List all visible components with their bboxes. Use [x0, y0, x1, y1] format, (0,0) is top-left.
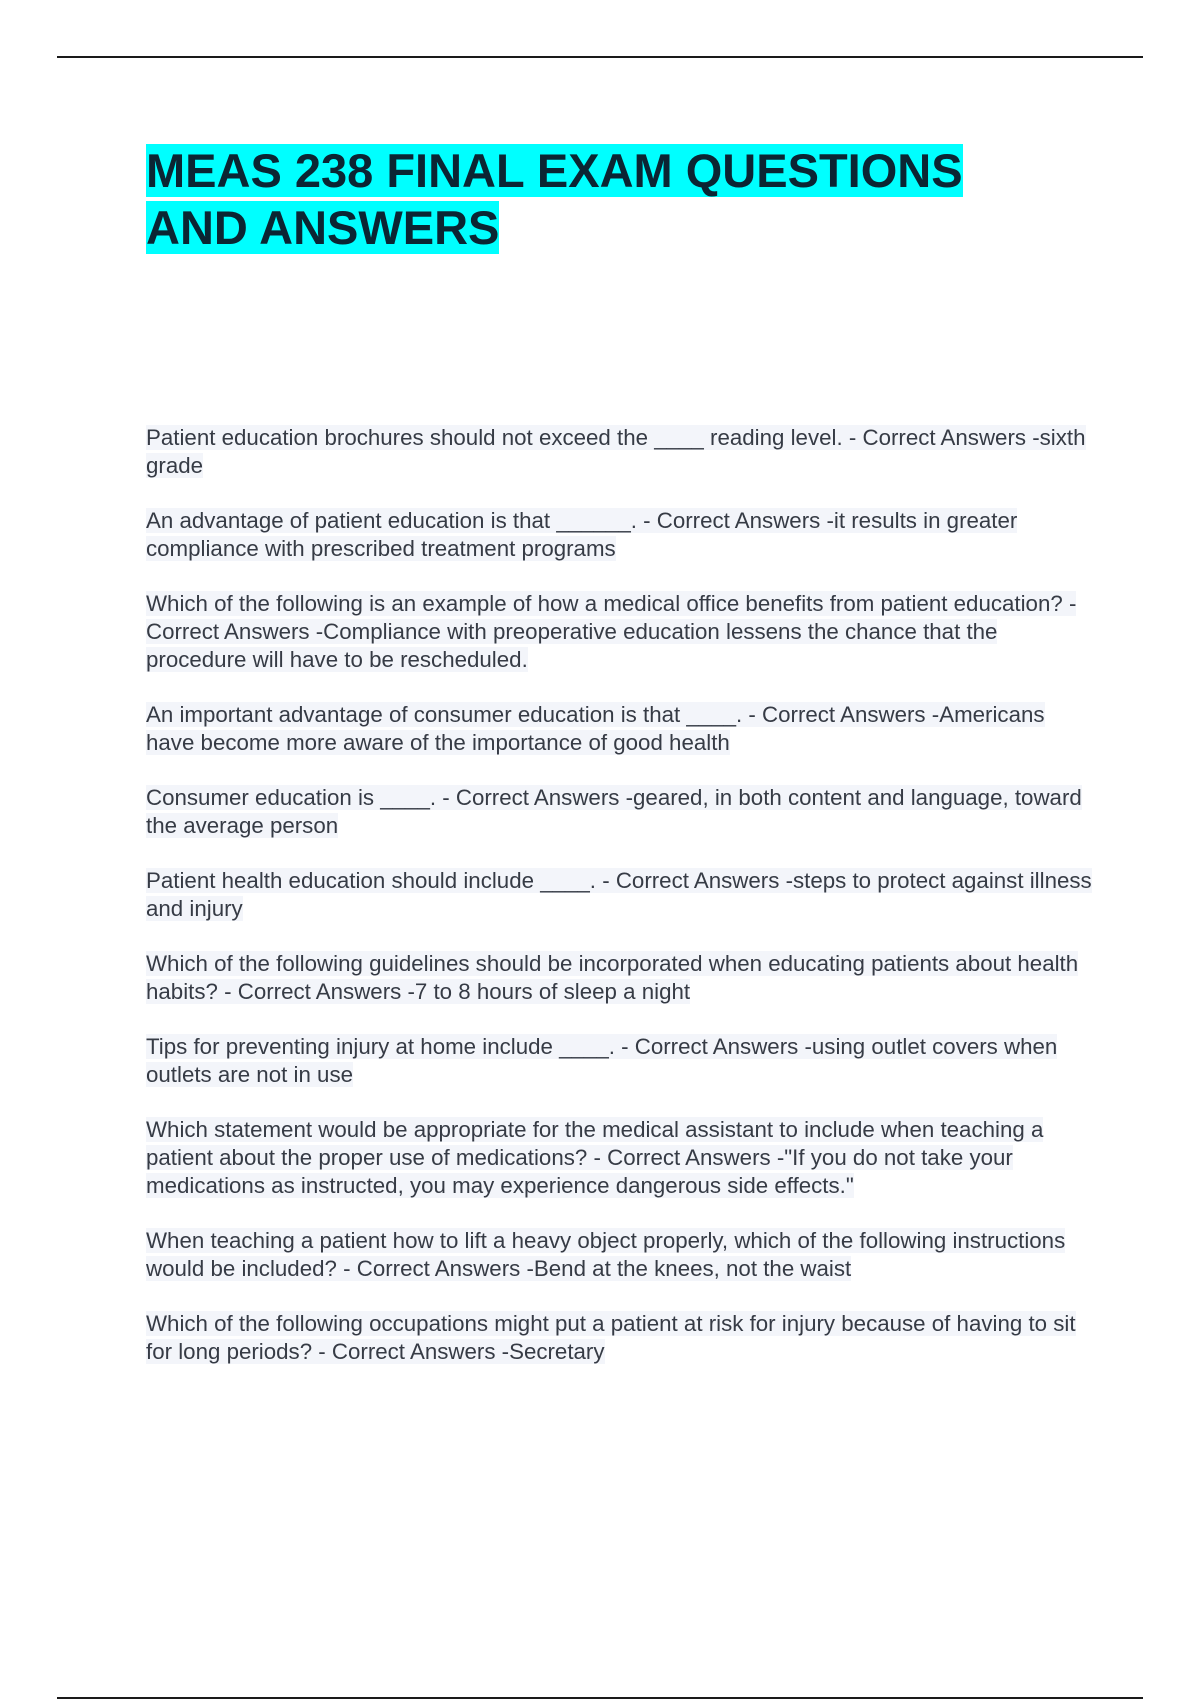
qa-text: Which of the following guidelines should be incorporated when educating patients about health habits? - Correct Answers -7 to 8 hours of sleep a night — [146, 951, 1079, 1004]
qa-text: Tips for preventing injury at home include ____. - Correct Answers -using outlet covers when outlets are not in use — [146, 1034, 1058, 1087]
bottom-rule — [57, 1697, 1143, 1699]
qa-item-1 — [146, 424, 1096, 480]
qa-text: An advantage of patient education is that ______. - Correct Answers -it results in greater compliance with prescribed treatment programs — [146, 508, 1018, 561]
document-title — [146, 142, 1046, 256]
qa-item-7 — [146, 950, 1096, 1006]
qa-text: Patient education brochures should not exceed the ____ reading level. - Correct Answers -sixth grade — [146, 425, 1086, 478]
qa-item-10 — [146, 1227, 1096, 1283]
document-title-text: MEAS 238 FINAL EXAM QUESTIONS AND ANSWERS — [146, 144, 963, 254]
qa-item-9 — [146, 1116, 1096, 1200]
qa-item-4 — [146, 701, 1096, 757]
qa-text: Which of the following occupations might put a patient at risk for injury because of having to sit for long periods? - Correct Answers -Secretary — [146, 1311, 1076, 1364]
qa-text: Patient health education should include ____. - Correct Answers -steps to protect against illness and injury — [146, 868, 1092, 921]
qa-text: Consumer education is ____. - Correct Answers -geared, in both content and language, toward the average person — [146, 785, 1082, 838]
qa-text: When teaching a patient how to lift a heavy object properly, which of the following instructions would be included? - Correct Answers -Bend at the knees, not the waist — [146, 1228, 1066, 1281]
qa-text: Which statement would be appropriate for the medical assistant to include when teaching a patient about the proper use of medications? - Correct Answers -"If you do not take your medications as instructed, you may experience dangerous side effects." — [146, 1117, 1044, 1198]
qa-item-2 — [146, 507, 1096, 563]
top-rule — [57, 56, 1143, 58]
qa-item-8 — [146, 1033, 1096, 1089]
qa-item-11 — [146, 1310, 1096, 1366]
qa-item-6 — [146, 867, 1096, 923]
qa-list — [146, 424, 1096, 1393]
qa-text: Which of the following is an example of how a medical office benefits from patient education? - Correct Answers -Compliance with preoperative education lessens the chance that the procedure will have to be rescheduled. — [146, 591, 1077, 672]
qa-text: An important advantage of consumer education is that ____. - Correct Answers -Americans have become more aware of the importance of good health — [146, 702, 1045, 755]
qa-item-3 — [146, 590, 1096, 674]
qa-item-5 — [146, 784, 1096, 840]
